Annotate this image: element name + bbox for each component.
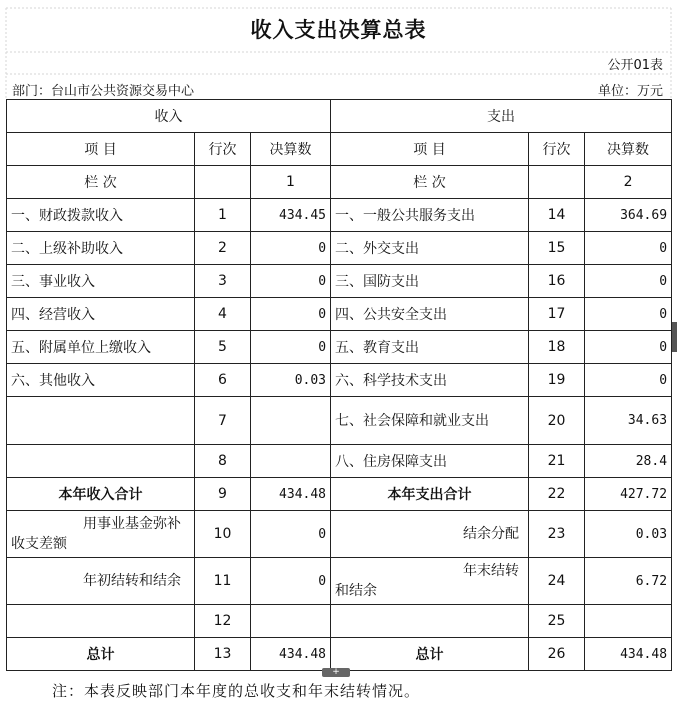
table-row xyxy=(7,265,672,298)
income-item: 二、上级补助收入 xyxy=(7,232,195,265)
expense-row-no: 20 xyxy=(529,397,585,445)
income-row-no: 12 xyxy=(195,605,251,638)
income-amount: 0 xyxy=(251,558,331,605)
income-row-no: 13 xyxy=(195,638,251,671)
income-amount-header: 决算数 xyxy=(251,133,331,166)
expense-item xyxy=(331,605,529,638)
income-item xyxy=(7,605,195,638)
income-row-no: 1 xyxy=(195,199,251,232)
expense-row-no: 18 xyxy=(529,331,585,364)
income-grand-total-label: 总计 xyxy=(7,638,195,671)
expense-item: 二、外交支出 xyxy=(331,232,529,265)
public-table-number: 公开01表 xyxy=(607,58,663,73)
income-column-no-label: 栏 次 xyxy=(7,166,195,199)
expense-row-no: 16 xyxy=(529,265,585,298)
expense-amount: 0 xyxy=(585,364,672,397)
expense-column-no: 2 xyxy=(585,166,672,199)
expense-item: 五、教育支出 xyxy=(331,331,529,364)
expense-amount: 0 xyxy=(585,232,672,265)
income-row-no: 3 xyxy=(195,265,251,298)
unit-label: 单位：万元 xyxy=(597,84,663,99)
table-row xyxy=(7,638,672,671)
budget-summary-table xyxy=(6,99,672,671)
income-amount: 0 xyxy=(251,232,331,265)
expense-amount-header: 决算数 xyxy=(585,133,672,166)
expense-section-header: 支出 xyxy=(331,100,672,133)
expense-row-no: 17 xyxy=(529,298,585,331)
table-row xyxy=(7,511,672,558)
expense-column-no-label: 栏 次 xyxy=(331,166,529,199)
income-section-header: 收入 xyxy=(7,100,331,133)
income-item xyxy=(7,397,195,445)
table-row xyxy=(7,364,672,397)
expense-item: 结余分配 xyxy=(331,511,529,558)
expense-amount: 0 xyxy=(585,298,672,331)
table-row xyxy=(7,478,672,511)
footnote: 注：本表反映部门本年度的总收支和年末结转情况。 xyxy=(52,682,421,700)
income-column-no: 1 xyxy=(251,166,331,199)
expense-amount: 0 xyxy=(585,331,672,364)
expense-amount: 427.72 xyxy=(585,478,672,511)
expense-row-no: 25 xyxy=(529,605,585,638)
expense-row-no: 26 xyxy=(529,638,585,671)
expense-item: 六、科学技术支出 xyxy=(331,364,529,397)
expense-item: 七、社会保障和就业支出 xyxy=(331,397,529,445)
expense-item: 一、一般公共服务支出 xyxy=(331,199,529,232)
table-row xyxy=(7,331,672,364)
income-item: 四、经营收入 xyxy=(7,298,195,331)
expense-total-label: 本年支出合计 xyxy=(331,478,529,511)
expense-amount: 0.03 xyxy=(585,511,672,558)
income-item: 用事业基金弥补收支差额 xyxy=(7,511,195,558)
expense-amount: 34.63 xyxy=(585,397,672,445)
expense-amount: 364.69 xyxy=(585,199,672,232)
income-amount: 434.48 xyxy=(251,638,331,671)
expense-item: 八、住房保障支出 xyxy=(331,445,529,478)
column-resize-handle[interactable] xyxy=(672,322,677,352)
income-row-no: 8 xyxy=(195,445,251,478)
income-item: 三、事业收入 xyxy=(7,265,195,298)
income-amount xyxy=(251,605,331,638)
income-amount xyxy=(251,445,331,478)
income-total-label: 本年收入合计 xyxy=(7,478,195,511)
table-row xyxy=(7,558,672,605)
expense-amount: 6.72 xyxy=(585,558,672,605)
income-rowno-header: 行次 xyxy=(195,133,251,166)
page-title: 收入支出决算总表 xyxy=(250,18,427,42)
department-label: 部门：台山市公共资源交易中心 xyxy=(12,84,195,99)
income-row-no: 5 xyxy=(195,331,251,364)
expense-amount: 0 xyxy=(585,265,672,298)
income-item: 六、其他收入 xyxy=(7,364,195,397)
table-row xyxy=(7,605,672,638)
expense-row-no: 21 xyxy=(529,445,585,478)
income-amount: 0 xyxy=(251,265,331,298)
income-item: 一、财政拨款收入 xyxy=(7,199,195,232)
table-row xyxy=(7,397,672,445)
expense-item-header: 项 目 xyxy=(331,133,529,166)
income-amount: 0 xyxy=(251,511,331,558)
income-row-no: 4 xyxy=(195,298,251,331)
expense-row-no: 15 xyxy=(529,232,585,265)
expense-row-no: 22 xyxy=(529,478,585,511)
income-row-no: 10 xyxy=(195,511,251,558)
income-item: 五、附属单位上缴收入 xyxy=(7,331,195,364)
income-amount: 0.03 xyxy=(251,364,331,397)
expense-item: 年末结转和结余 xyxy=(331,558,529,605)
table-row xyxy=(7,298,672,331)
income-item xyxy=(7,445,195,478)
income-amount: 0 xyxy=(251,298,331,331)
income-item: 年初结转和结余 xyxy=(7,558,195,605)
income-amount: 434.45 xyxy=(251,199,331,232)
table-row xyxy=(7,232,672,265)
expense-item: 四、公共安全支出 xyxy=(331,298,529,331)
income-row-no: 9 xyxy=(195,478,251,511)
income-amount xyxy=(251,397,331,445)
expense-amount xyxy=(585,605,672,638)
expense-row-no: 19 xyxy=(529,364,585,397)
income-row-no: 7 xyxy=(195,397,251,445)
income-row-no: 2 xyxy=(195,232,251,265)
expense-rowno-header: 行次 xyxy=(529,133,585,166)
income-row-no: 11 xyxy=(195,558,251,605)
expense-row-no: 23 xyxy=(529,511,585,558)
expense-row-no: 24 xyxy=(529,558,585,605)
table-row xyxy=(7,199,672,232)
expense-amount: 28.4 xyxy=(585,445,672,478)
expense-grand-total-label: 总计 xyxy=(331,638,529,671)
expense-amount: 434.48 xyxy=(585,638,672,671)
expense-item: 三、国防支出 xyxy=(331,265,529,298)
income-row-no: 6 xyxy=(195,364,251,397)
table-row xyxy=(7,445,672,478)
expense-row-no: 14 xyxy=(529,199,585,232)
income-amount: 0 xyxy=(251,331,331,364)
add-row-handle[interactable]: + xyxy=(322,668,350,677)
income-amount: 434.48 xyxy=(251,478,331,511)
income-item-header: 项 目 xyxy=(7,133,195,166)
